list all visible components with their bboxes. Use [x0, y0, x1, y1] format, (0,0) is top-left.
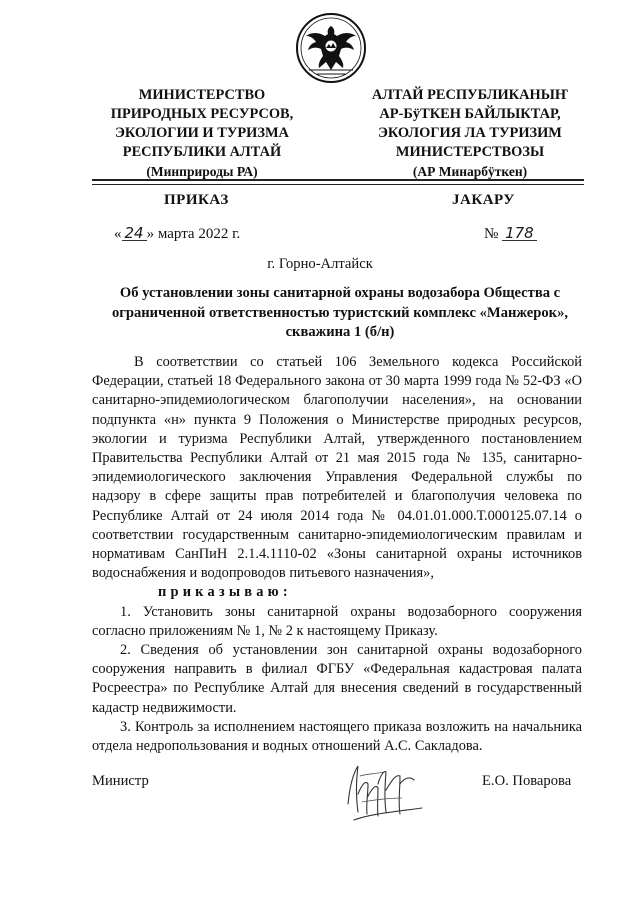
header-right-line-4: МИНИСТЕРСТВОЗЫ — [395, 144, 545, 160]
document-title: Об установлении зоны санитарной охраны водозабора Общества с ограниченной ответственностью туристский комплекс «Манжерок», скважина 1 (б/н) — [111, 285, 569, 340]
header-divider-thin — [92, 184, 584, 185]
order-items — [92, 603, 582, 757]
header-left-short-name: (Минприроды РА) — [146, 164, 258, 179]
order-item-1: 1. Установить зоны санитарной охраны водозаборного сооружения согласно приложениям № 1, № 2 к настоящему Приказу. — [92, 603, 582, 639]
header-left-line-3: ЭКОЛОГИИ И ТУРИЗМА — [115, 125, 289, 141]
document-body — [92, 353, 582, 756]
header-left-line-4: РЕСПУБЛИКИ АЛТАЙ — [122, 144, 282, 160]
date-year-suffix: г. — [232, 226, 241, 242]
header-left-line-1: МИНИСТЕРСТВО — [138, 87, 266, 103]
number-prefix: № — [484, 226, 499, 242]
date-month: марта — [157, 226, 195, 242]
header-left-line-2: ПРИРОДНЫХ РЕСУРСОВ, — [110, 106, 294, 122]
signatory-name: Е.О. Поварова — [482, 773, 572, 789]
header-right-line-3: ЭКОЛОГИЯ ЛА ТУРИЗИМ — [378, 125, 562, 141]
header-divider-thick — [92, 179, 584, 181]
signatory-position: Министр — [92, 773, 149, 789]
coat-of-arms-icon — [295, 12, 367, 84]
ministry-name-russian — [72, 86, 332, 181]
header-right-short-name: (АР Минарбÿткен) — [412, 164, 528, 179]
header-right-line-1: АЛТАЙ РЕСПУБЛИКАНЫҤ — [371, 87, 569, 103]
order-item-2: 2. Сведения об установлении зон санитарной охраны водозаборного сооружения направить в филиал ФГБУ «Федеральная кадастровая палата Росреестра» по Республике Алтай для внесения сведений в государственный кадастр недвижимости. — [92, 642, 582, 716]
date-close-quote: » — [146, 226, 155, 242]
order-item-3: 3. Контроль за исполнением настоящего приказа возложить на начальника отдела недропользования и водных отношений А.С. Сакладова. — [92, 718, 582, 755]
date-day-handwritten: 24 — [122, 226, 147, 241]
handwritten-signature-icon — [340, 754, 430, 826]
doc-type-russian: ПРИКАЗ — [164, 192, 229, 208]
order-date — [114, 226, 240, 243]
number-value-handwritten: 178 — [502, 226, 537, 241]
order-number — [484, 226, 537, 243]
doc-type-altai: JАКАРУ — [452, 192, 515, 208]
order-keyword: приказываю: — [158, 584, 292, 601]
city-line: г. Горно-Алтайск — [267, 256, 373, 272]
date-open-quote: « — [114, 226, 122, 242]
header-right-line-2: АР-БÿТКЕН БАЙЛЫКТАР, — [379, 106, 561, 122]
ministry-name-altai — [340, 86, 600, 181]
preamble-paragraph: В соответствии со статьей 106 Земельного кодекса Российской Федерации, статьей 18 Федерального закона от 30 марта 1999 года № 52-ФЗ «О санитарно-эпидемиологическом благополучии населения», на основании подпункта «н» пункта 9 Положения о Министерстве природных ресурсов, экологии и туризма Республики Алтай, утвержденного постановлением Правительства Республики Алтай от 21 мая 2015 года № 135, санитарно-эпидемиологического заключения Управления Федеральной службы по надзору в сфере защиты прав потребителей и благополучия человека по Республике Алтай от 24 июля 2014 года № 04.01.01.000.Т.000125.07.14 о соответствии государственным санитарно-эпидемиологическим правилам и нормативам СанПиН 2.1.4.1110-02 «Зоны санитарной охраны источников водоснабжения и водопроводов питьевого назначения», — [92, 354, 582, 582]
order-keyword-line — [92, 583, 582, 602]
date-year: 2022 — [198, 226, 229, 242]
